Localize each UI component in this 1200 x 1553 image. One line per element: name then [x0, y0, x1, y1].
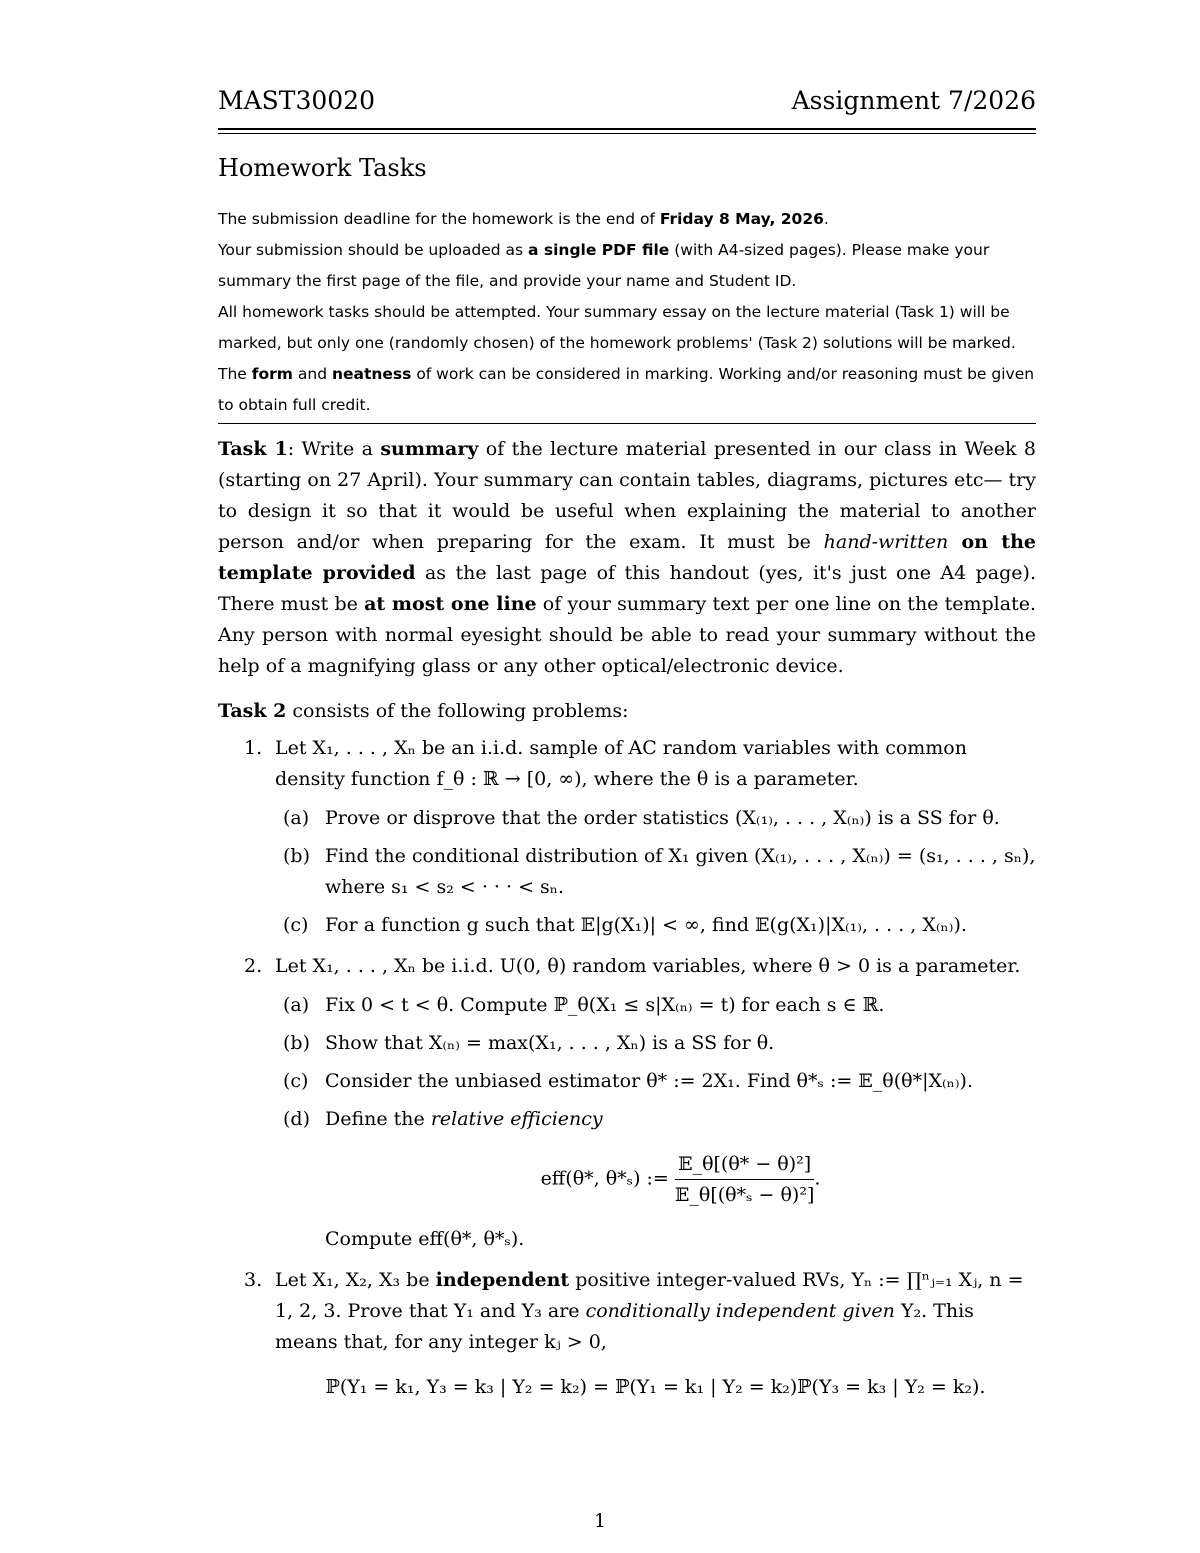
problem-2	[218, 951, 1036, 1255]
section-title: Homework Tasks	[218, 154, 427, 182]
task2-intro: Task 2 consists of the following problems:	[218, 700, 629, 722]
problem-3	[218, 1265, 1036, 1403]
page-number: 1	[593, 1510, 607, 1532]
problem-number: 1.	[244, 737, 263, 759]
efficiency-equation: eff(θ*, θ*ₛ) := $\frac{\text{𝔼\_θ[(θ* − θ)²]}}{\text{𝔼\_θ[(θ*ₛ − θ)²]}}$ .	[325, 1149, 1036, 1210]
subpart: (c) For a function g such that 𝔼|g(X₁)| < ∞, find 𝔼(g(X₁)|X₍₁₎, . . . , X₍ₙ₎).	[283, 914, 967, 936]
task2-label: Task 2	[218, 700, 287, 722]
problem-text: Let X₁, . . . , Xₙ be an i.i.d. sample of AC random variables with common density function f_θ : ℝ → [0, ∞), where the θ is a parameter.	[275, 737, 967, 790]
subpart-list	[275, 990, 1036, 1255]
task1: Task 1: Write a summary of the lecture material presented in our class in Week 8 (starting on 27 April). Your summary can contain tables, diagrams, pictures etc— try to design it so that it would be useful when explaining the material to another person and/or when preparing for the exam. It must be hand-written on the template provided as the last page of this handout (yes, it's just one A4 page). There must be at most one line of your summary text per one line on the template. Any person with normal eyesight should be able to read your summary without the help of a magnifying glass or any other optical/electronic device.	[218, 438, 1037, 677]
problem-1	[218, 733, 1036, 941]
subpart: (a) Fix 0 < t < θ. Compute ℙ_θ(X₁ ≤ s|X₍ₙ₎ = t) for each s ∈ ℝ.	[283, 994, 885, 1016]
subpart: (d) Define the relative efficiency eff(θ*, θ*ₛ) := $\frac{\text{𝔼\_θ[(θ* − θ)²]}}{\text{𝔼\_θ[(θ*ₛ − θ)²]}}$ . Compute eff(θ*, θ*ₛ).	[275, 1104, 1036, 1255]
problem-list	[218, 733, 1036, 1403]
submission-info	[218, 204, 1036, 421]
header-rule	[218, 128, 1036, 134]
subpart: (b) Show that X₍ₙ₎ = max(X₁, . . . , Xₙ) is a SS for θ.	[283, 1032, 775, 1054]
fraction: $\frac{\text{𝔼\_θ[(θ* − θ)²]}}{\text{𝔼\_θ[(θ*ₛ − θ)²]}}$	[674, 1153, 815, 1206]
upload-instructions: Your submission should be uploaded as a single PDF file (with A4-sized pages). Please make your summary the first page of the file, and provide your name and Student ID.	[218, 241, 990, 290]
conditional-independence-equation: ℙ(Y₁ = k₁, Y₃ = k₃ | Y₂ = k₂) = ℙ(Y₁ = k₁ | Y₂ = k₂)ℙ(Y₃ = k₃ | Y₂ = k₂).	[325, 1376, 986, 1398]
subpart-list	[275, 803, 1036, 941]
problem-text: Let X₁, X₂, X₃ be independent positive integer-valued RVs, Yₙ := ∏ⁿⱼ₌₁ Xⱼ, n = 1, 2, 3. Prove that Y₁ and Y₃ are conditionally independent given Y₂. This means that, for any integer kⱼ > 0,	[275, 1269, 1024, 1353]
problem-number: 3.	[244, 1269, 263, 1291]
subpart: (c) Consider the unbiased estimator θ* := 2X₁. Find θ*ₛ := 𝔼_θ(θ*|X₍ₙ₎).	[283, 1070, 974, 1092]
course-code: MAST30020	[218, 86, 375, 115]
page-header	[218, 86, 1036, 122]
assignment-label: Assignment 7/2026	[791, 86, 1036, 115]
marking-instructions: All homework tasks should be attempted. Your summary essay on the lecture material (Task 1) will be marked, but only one (randomly chosen) of the homework problems' (Task 2) solutions will be marked. The form and neatness of work can be considered in marking. Working and/or reasoning must be given to obtain full credit.	[218, 303, 1035, 414]
info-rule	[218, 423, 1036, 424]
problem-text: Let X₁, . . . , Xₙ be i.i.d. U(0, θ) random variables, where θ > 0 is a parameter.	[275, 955, 1021, 977]
problem-number: 2.	[244, 955, 263, 977]
subpart: (a) Prove or disprove that the order statistics (X₍₁₎, . . . , X₍ₙ₎) is a SS for θ.	[283, 807, 1000, 829]
deadline-line: The submission deadline for the homework is the end of Friday 8 May, 2026.	[218, 210, 829, 228]
document-page	[218, 86, 1036, 1417]
subpart: (b) Find the conditional distribution of X₁ given (X₍₁₎, . . . , X₍ₙ₎) = (s₁, . . . , sₙ), where s₁ < s₂ < · · · < sₙ.	[283, 845, 1036, 898]
task1-label: Task 1	[218, 438, 288, 460]
task2	[218, 696, 1036, 1403]
